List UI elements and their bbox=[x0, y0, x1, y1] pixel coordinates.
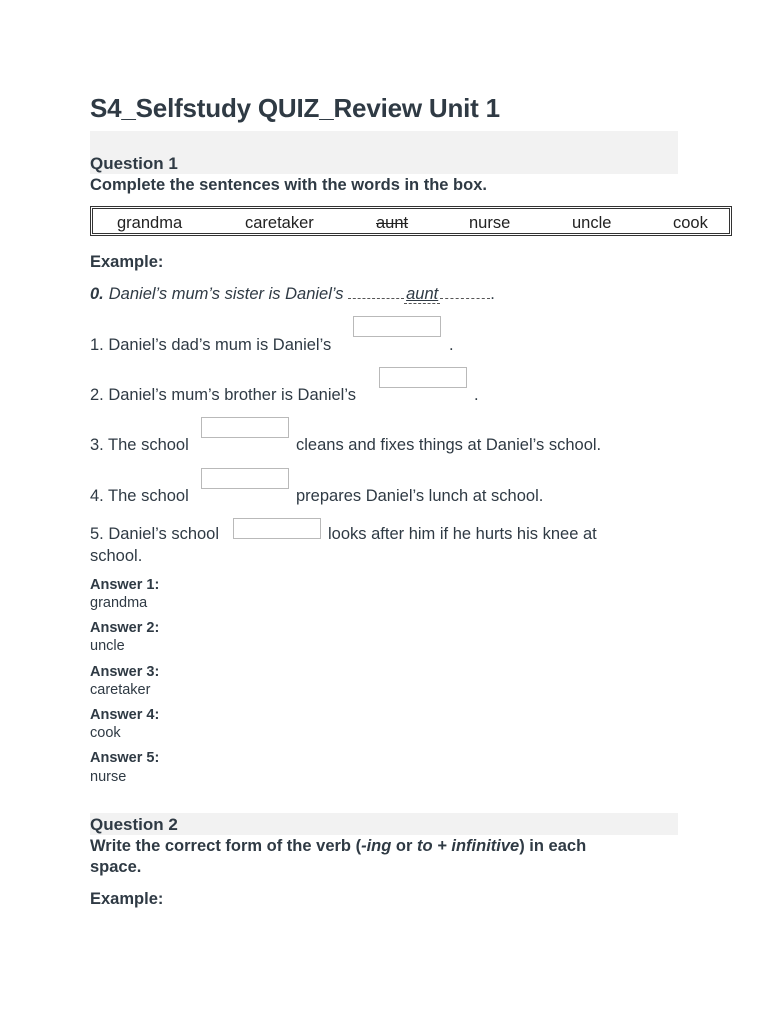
answer-label: Answer 3: bbox=[90, 664, 160, 680]
answer-5-input[interactable] bbox=[233, 518, 321, 539]
question-2-title: Question 2 bbox=[90, 815, 178, 834]
example-dash bbox=[440, 298, 490, 299]
example-sentence bbox=[90, 285, 495, 304]
answer-4-input[interactable] bbox=[201, 468, 289, 489]
question-1-header bbox=[90, 131, 678, 174]
answer-value: nurse bbox=[90, 769, 127, 785]
example-label-2: Example: bbox=[90, 890, 164, 908]
example-end: . bbox=[490, 285, 495, 303]
instruction-text: or bbox=[391, 837, 417, 855]
page-title: S4_Selfstudy QUIZ_Review Unit 1 bbox=[90, 93, 500, 123]
answer-label: Answer 5: bbox=[90, 750, 160, 766]
example-answer: aunt bbox=[406, 285, 439, 303]
sentence-4-end: prepares Daniel’s lunch at school. bbox=[296, 487, 544, 505]
sentence-1-end: . bbox=[449, 336, 454, 354]
question-2-header bbox=[90, 813, 678, 835]
sentence-2-end: . bbox=[474, 386, 479, 404]
example-dash bbox=[348, 298, 404, 299]
sentence-4-text: 4. The school bbox=[90, 487, 189, 505]
answer-value: caretaker bbox=[90, 682, 151, 698]
word-box-item-used: aunt bbox=[376, 214, 409, 232]
word-box-item: uncle bbox=[572, 214, 612, 232]
question-2-instruction bbox=[90, 836, 630, 878]
sentence-5-end-2: school. bbox=[90, 547, 143, 565]
instruction-italic: -ing bbox=[361, 837, 392, 855]
sentence-5-text: 5. Daniel’s school bbox=[90, 525, 220, 543]
word-box-item: cook bbox=[673, 214, 708, 232]
sentence-2-text: 2. Daniel’s mum’s brother is Daniel’s bbox=[90, 386, 356, 404]
answer-value: grandma bbox=[90, 595, 148, 611]
answer-1-input[interactable] bbox=[353, 316, 441, 337]
answer-label: Answer 1: bbox=[90, 577, 160, 593]
word-box-item: grandma bbox=[117, 214, 183, 232]
answer-3-input[interactable] bbox=[201, 417, 289, 438]
sentence-5-end: looks after him if he hurts his knee at bbox=[328, 525, 597, 543]
question-1-instruction: Complete the sentences with the words in the box. bbox=[90, 176, 487, 194]
answer-value: uncle bbox=[90, 638, 125, 654]
answer-2-input[interactable] bbox=[379, 367, 467, 388]
word-box-item: caretaker bbox=[245, 214, 314, 232]
instruction-text: ) in each space. bbox=[90, 837, 587, 876]
sentence-3-end: cleans and fixes things at Daniel’s school. bbox=[296, 436, 602, 454]
word-box bbox=[90, 206, 732, 236]
instruction-italic: to + infinitive bbox=[417, 837, 520, 855]
sentence-1-text: 1. Daniel’s dad’s mum is Daniel’s bbox=[90, 336, 332, 354]
answer-label: Answer 2: bbox=[90, 620, 160, 636]
word-box-item: nurse bbox=[469, 214, 511, 232]
answer-label: Answer 4: bbox=[90, 707, 160, 723]
instruction-text: Write the correct form of the verb ( bbox=[90, 837, 362, 855]
example-text: Daniel’s mum’s sister is Daniel’s bbox=[108, 285, 344, 303]
answer-value: cook bbox=[90, 725, 121, 741]
question-1-title: Question 1 bbox=[90, 154, 178, 173]
example-number: 0. bbox=[90, 285, 104, 303]
sentence-3-text: 3. The school bbox=[90, 436, 189, 454]
example-label: Example: bbox=[90, 253, 164, 271]
